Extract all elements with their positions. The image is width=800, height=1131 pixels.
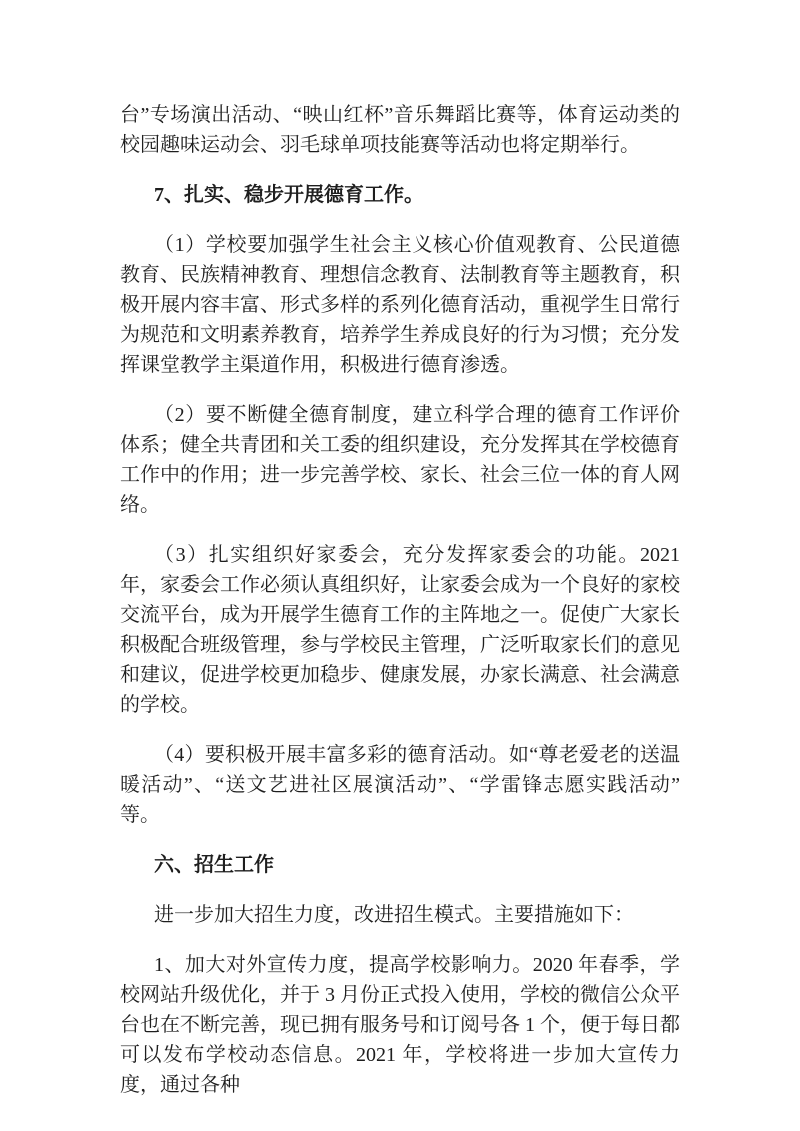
paragraph-moral-education-2: （2）要不断健全德育制度，建立科学合理的德育工作评价体系；健全共青团和关工委的组织建设，充分发挥其在学校德育工作中的作用；进一步完善学校、家长、社会三位一体的育人网络。 xyxy=(120,404,680,516)
paragraph-moral-education-4: （4）要积极开展丰富多彩的德育活动。如“尊老爱老的送温暖活动”、“送文艺进社区展演活动”、“学雷锋志愿实践活动”等。 xyxy=(120,744,680,826)
heading-item-7: 7、扎实、稳步开展德育工作。 xyxy=(154,184,424,206)
paragraph-continuation: 台”专场演出活动、“映山红杯”音乐舞蹈比赛等，体育运动类的校园趣味运动会、羽毛球单项技能赛等活动也将定期举行。 xyxy=(120,104,680,156)
paragraph-enrollment-measure-1: 1、加大对外宣传力度，提高学校影响力。2020 年春季，学校网站升级优化，并于 3 月份正式投入使用，学校的微信公众平台也在不断完善，现已拥有服务号和订阅号各 1 个，便于每日都可以发布学校动态信息。2021 年，学校将进一步加大宣传力度，通过各种 xyxy=(120,954,680,1096)
heading-section-6-enrollment: 六、招生工作 xyxy=(154,854,274,876)
paragraph-moral-education-3: （3）扎实组织好家委会，充分发挥家委会的功能。2021 年，家委会工作必须认真组织好，让家委会成为一个良好的家校交流平台，成为开展学生德育工作的主阵地之一。促使广大家长积极配合班级管理，参与学校民主管理，广泛听取家长们的意见和建议，促进学校更加稳步、健康发展，办家长满意、社会满意的学校。 xyxy=(120,544,680,716)
paragraph-moral-education-1: （1）学校要加强学生社会主义核心价值观教育、公民道德教育、民族精神教育、理想信念教育、法制教育等主题教育，积极开展内容丰富、形式多样的系列化德育活动，重视学生日常行为规范和文明素养教育，培养学生养成良好的行为习惯；充分发挥课堂教学主渠道作用，积极进行德育渗透。 xyxy=(120,234,680,376)
paragraph-enrollment-intro: 进一步加大招生力度，改进招生模式。主要措施如下： xyxy=(154,904,634,926)
